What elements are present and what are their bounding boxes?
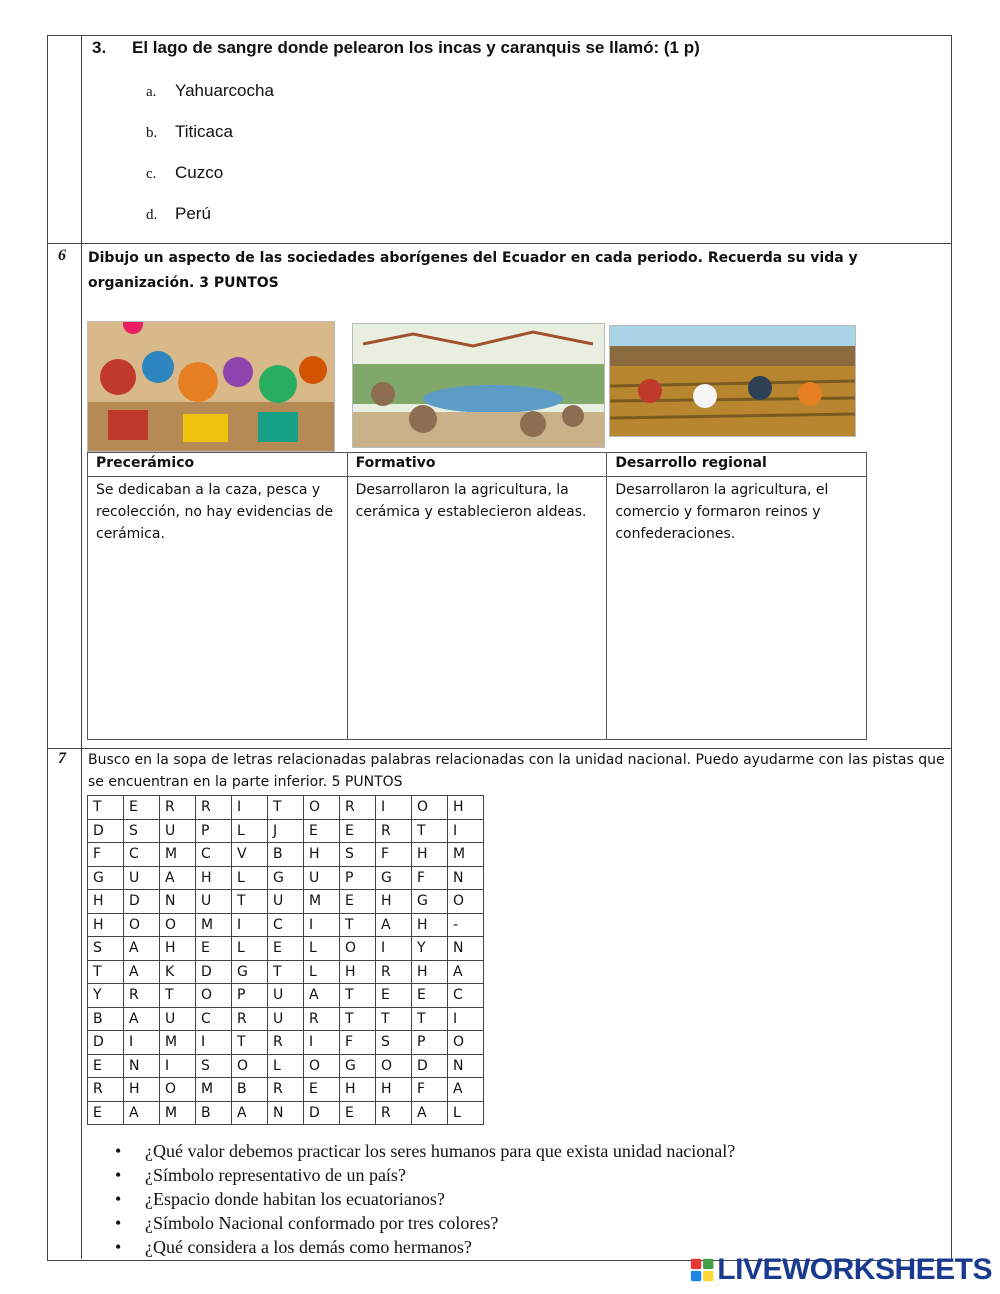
grid-cell[interactable]: M [304, 890, 340, 914]
grid-cell[interactable]: G [232, 960, 268, 984]
bullet-icon: • [115, 1141, 122, 1161]
bullet-icon: • [115, 1213, 122, 1233]
grid-cell[interactable]: H [88, 913, 124, 937]
grid-cell[interactable]: O [196, 984, 232, 1008]
grid-cell[interactable]: I [124, 1031, 160, 1055]
option-letter: d. [146, 207, 158, 223]
option-text: Perú [175, 204, 211, 223]
bullet-icon: • [115, 1165, 122, 1185]
grid-row [88, 984, 484, 1008]
grid-cell[interactable]: D [124, 890, 160, 914]
grid-cell[interactable]: H [412, 960, 448, 984]
grid-cell[interactable]: H [340, 960, 376, 984]
grid-cell[interactable]: I [232, 796, 268, 820]
grid-cell[interactable]: F [412, 1078, 448, 1102]
grid-cell[interactable]: R [268, 1078, 304, 1102]
grid-cell[interactable]: T [340, 913, 376, 937]
grid-cell[interactable]: I [448, 1007, 484, 1031]
grid-cell[interactable]: N [268, 1101, 304, 1125]
grid-cell[interactable]: A [124, 1101, 160, 1125]
grid-cell[interactable]: E [340, 1101, 376, 1125]
grid-cell[interactable]: E [376, 984, 412, 1008]
header-preceramico: Precerámico [88, 453, 348, 477]
grid-cell[interactable]: M [196, 913, 232, 937]
grid-cell[interactable]: M [160, 843, 196, 867]
grid-cell[interactable]: P [412, 1031, 448, 1055]
grid-cell[interactable]: H [448, 796, 484, 820]
grid-cell[interactable]: T [340, 1007, 376, 1031]
grid-cell[interactable]: I [232, 913, 268, 937]
grid-cell[interactable]: A [124, 1007, 160, 1031]
grid-cell[interactable]: C [124, 843, 160, 867]
grid-row [88, 1054, 484, 1078]
answer-formativo[interactable]: Desarrollaron la agricultura, la cerámica y establecieron aldeas. [347, 477, 607, 740]
grid-cell[interactable]: A [160, 866, 196, 890]
grid-row [88, 1031, 484, 1055]
grid-cell[interactable]: R [196, 796, 232, 820]
grid-cell[interactable]: G [340, 1054, 376, 1078]
option-c[interactable] [146, 163, 223, 183]
grid-cell[interactable]: A [124, 937, 160, 961]
grid-cell[interactable]: L [232, 819, 268, 843]
grid-cell[interactable]: H [88, 890, 124, 914]
grid-cell[interactable]: B [88, 1007, 124, 1031]
clue-item [115, 1235, 735, 1259]
grid-row [88, 890, 484, 914]
grid-cell[interactable]: D [304, 1101, 340, 1125]
grid-cell[interactable]: I [304, 1031, 340, 1055]
grid-cell[interactable]: H [304, 843, 340, 867]
grid-cell[interactable]: O [160, 1078, 196, 1102]
grid-cell[interactable]: J [268, 819, 304, 843]
grid-cell[interactable]: U [196, 890, 232, 914]
grid-row [88, 819, 484, 843]
grid-cell[interactable]: H [376, 890, 412, 914]
grid-cell[interactable]: M [448, 843, 484, 867]
grid-cell[interactable]: O [160, 913, 196, 937]
grid-cell[interactable]: H [376, 1078, 412, 1102]
grid-cell[interactable]: T [88, 796, 124, 820]
question-3-number: 3. [92, 38, 107, 57]
question-3-text: El lago de sangre donde pelearon los incas y caranquis se llamó: (1 p) [132, 38, 700, 57]
grid-cell[interactable]: U [160, 819, 196, 843]
grid-cell[interactable]: H [196, 866, 232, 890]
grid-cell[interactable]: R [268, 1031, 304, 1055]
grid-cell[interactable]: - [448, 913, 484, 937]
option-letter: c. [146, 166, 157, 182]
grid-cell[interactable]: C [268, 913, 304, 937]
bullet-icon: • [115, 1189, 122, 1209]
grid-cell[interactable]: E [412, 984, 448, 1008]
grid-cell[interactable]: P [196, 819, 232, 843]
grid-cell[interactable]: R [160, 796, 196, 820]
grid-cell[interactable]: O [304, 1054, 340, 1078]
grid-cell[interactable]: H [412, 913, 448, 937]
question-7-number: 7 [58, 750, 66, 767]
grid-cell[interactable]: R [376, 819, 412, 843]
grid-cell[interactable]: K [160, 960, 196, 984]
row-divider-1 [47, 243, 951, 244]
grid-cell[interactable]: E [340, 890, 376, 914]
grid-cell[interactable]: R [88, 1078, 124, 1102]
logo-blocks-icon [690, 1256, 714, 1284]
grid-cell[interactable]: Y [412, 937, 448, 961]
grid-cell[interactable]: B [232, 1078, 268, 1102]
grid-cell[interactable]: E [88, 1101, 124, 1125]
grid-cell[interactable]: C [448, 984, 484, 1008]
market-scene-image [87, 321, 335, 452]
periods-table [87, 452, 867, 740]
clue-text: ¿Símbolo Nacional conformado por tres colores? [145, 1213, 499, 1233]
grid-cell[interactable]: N [448, 937, 484, 961]
grid-cell[interactable]: S [124, 819, 160, 843]
grid-cell[interactable]: E [196, 937, 232, 961]
header-desarrollo-regional: Desarrollo regional [607, 453, 867, 477]
grid-cell[interactable]: I [304, 913, 340, 937]
grid-cell[interactable]: D [88, 1031, 124, 1055]
grid-cell[interactable]: E [304, 819, 340, 843]
grid-cell[interactable]: H [340, 1078, 376, 1102]
grid-cell[interactable]: C [196, 1007, 232, 1031]
grid-cell[interactable]: O [232, 1054, 268, 1078]
grid-cell[interactable]: Y [88, 984, 124, 1008]
grid-cell[interactable]: S [340, 843, 376, 867]
option-a[interactable] [146, 81, 274, 101]
grid-cell[interactable]: N [448, 1054, 484, 1078]
question-3-title [92, 38, 700, 58]
number-column-divider [81, 35, 82, 1259]
clue-item [115, 1187, 735, 1211]
grid-cell[interactable]: M [160, 1101, 196, 1125]
option-b[interactable] [146, 122, 233, 142]
clue-item [115, 1139, 735, 1163]
question-6-text: Dibujo un aspecto de las sociedades aborígenes del Ecuador en cada periodo. Recuerda su vida y organización. 3 PUNTOS [88, 250, 858, 291]
grid-cell[interactable]: T [412, 819, 448, 843]
grid-cell[interactable]: M [196, 1078, 232, 1102]
grid-cell[interactable]: O [448, 890, 484, 914]
option-d[interactable] [146, 204, 211, 224]
clue-item [115, 1211, 735, 1235]
grid-cell[interactable]: I [376, 937, 412, 961]
grid-cell[interactable]: L [448, 1101, 484, 1125]
grid-cell[interactable]: N [448, 866, 484, 890]
grid-cell[interactable]: G [376, 866, 412, 890]
grid-cell[interactable]: I [196, 1031, 232, 1055]
grid-cell[interactable]: T [232, 890, 268, 914]
option-text: Yahuarcocha [175, 81, 274, 100]
grid-cell[interactable]: E [88, 1054, 124, 1078]
grid-cell[interactable]: D [412, 1054, 448, 1078]
grid-cell[interactable]: T [88, 960, 124, 984]
grid-cell[interactable]: A [304, 984, 340, 1008]
grid-cell[interactable]: V [232, 843, 268, 867]
grid-row [88, 1101, 484, 1125]
grid-cell[interactable]: F [412, 866, 448, 890]
grid-row [88, 913, 484, 937]
grid-cell[interactable]: O [412, 796, 448, 820]
question-7-text: Busco en la sopa de letras relacionadas palabras relacionadas con la unidad nacional. Puedo ayudarme con las pistas que se encuentran en la parte inferior. 5 PUNTOS [88, 752, 945, 790]
grid-cell[interactable]: L [304, 937, 340, 961]
grid-cell[interactable]: O [448, 1031, 484, 1055]
grid-cell[interactable]: I [160, 1054, 196, 1078]
grid-row [88, 960, 484, 984]
grid-row [88, 843, 484, 867]
grid-cell[interactable]: U [124, 866, 160, 890]
grid-cell[interactable]: R [124, 984, 160, 1008]
option-letter: b. [146, 125, 158, 141]
clue-text: ¿Qué valor debemos practicar los seres humanos para que exista unidad nacional? [145, 1141, 736, 1161]
option-text: Cuzco [175, 163, 224, 182]
grid-cell[interactable]: T [376, 1007, 412, 1031]
header-formativo: Formativo [347, 453, 607, 477]
grid-cell[interactable]: O [376, 1054, 412, 1078]
grid-cell[interactable]: U [268, 984, 304, 1008]
answer-preceramico[interactable]: Se dedicaban a la caza, pesca y recolección, no hay evidencias de cerámica. [88, 477, 348, 740]
grid-cell[interactable]: P [340, 866, 376, 890]
grid-cell[interactable]: T [160, 984, 196, 1008]
clue-text: ¿Espacio donde habitan los ecuatorianos? [145, 1189, 445, 1209]
bullet-icon: • [115, 1237, 122, 1257]
grid-row [88, 1007, 484, 1031]
grid-cell[interactable]: L [268, 1054, 304, 1078]
grid-cell[interactable]: H [124, 1078, 160, 1102]
grid-cell[interactable]: S [196, 1054, 232, 1078]
grid-cell[interactable]: C [196, 843, 232, 867]
clue-text: ¿Qué considera a los demás como hermanos? [145, 1237, 472, 1257]
question-6-number: 6 [58, 247, 66, 264]
clue-item [115, 1163, 735, 1187]
grid-cell[interactable]: D [196, 960, 232, 984]
logo-text: LIVEWORKSHEETS [717, 1253, 992, 1286]
agriculture-scene-image [609, 325, 856, 437]
grid-cell[interactable]: T [412, 1007, 448, 1031]
grid-cell[interactable]: R [376, 1101, 412, 1125]
grid-cell[interactable]: L [232, 937, 268, 961]
grid-cell[interactable]: R [376, 960, 412, 984]
grid-row [88, 796, 484, 820]
grid-cell[interactable]: E [268, 937, 304, 961]
grid-cell[interactable]: T [268, 796, 304, 820]
grid-cell[interactable]: F [376, 843, 412, 867]
grid-cell[interactable]: H [160, 937, 196, 961]
grid-cell[interactable]: T [232, 1031, 268, 1055]
grid-cell[interactable]: R [340, 796, 376, 820]
grid-cell[interactable]: A [376, 913, 412, 937]
grid-cell[interactable]: B [196, 1101, 232, 1125]
grid-cell[interactable]: M [160, 1031, 196, 1055]
grid-cell[interactable]: E [304, 1078, 340, 1102]
grid-cell[interactable]: U [304, 866, 340, 890]
grid-cell[interactable]: O [304, 796, 340, 820]
grid-cell[interactable]: F [340, 1031, 376, 1055]
grid-row [88, 866, 484, 890]
grid-cell[interactable]: A [412, 1101, 448, 1125]
grid-cell[interactable]: I [448, 819, 484, 843]
grid-cell[interactable]: O [124, 913, 160, 937]
word-search-grid[interactable] [87, 795, 484, 1125]
grid-cell[interactable]: R [232, 1007, 268, 1031]
grid-cell[interactable]: U [268, 1007, 304, 1031]
grid-cell[interactable]: U [268, 890, 304, 914]
grid-cell[interactable]: I [376, 796, 412, 820]
grid-cell[interactable]: N [124, 1054, 160, 1078]
grid-cell[interactable]: N [160, 890, 196, 914]
grid-cell[interactable]: U [160, 1007, 196, 1031]
grid-cell[interactable]: A [448, 1078, 484, 1102]
grid-cell[interactable]: D [88, 819, 124, 843]
grid-cell[interactable]: L [232, 866, 268, 890]
grid-cell[interactable]: T [268, 960, 304, 984]
grid-cell[interactable]: E [340, 819, 376, 843]
grid-row [88, 937, 484, 961]
grid-cell[interactable]: O [340, 937, 376, 961]
grid-cell[interactable]: R [304, 1007, 340, 1031]
grid-row [88, 1078, 484, 1102]
grid-cell[interactable]: F [88, 843, 124, 867]
grid-cell[interactable]: B [268, 843, 304, 867]
grid-cell[interactable]: S [376, 1031, 412, 1055]
clue-list [115, 1139, 735, 1259]
grid-cell[interactable]: G [268, 866, 304, 890]
grid-cell[interactable]: E [124, 796, 160, 820]
clue-text: ¿Símbolo representativo de un país? [145, 1165, 406, 1185]
grid-cell[interactable]: L [304, 960, 340, 984]
liveworksheets-logo[interactable] [690, 1253, 992, 1287]
grid-cell[interactable]: P [232, 984, 268, 1008]
grid-cell[interactable]: A [232, 1101, 268, 1125]
hunting-scene-image [352, 323, 605, 448]
grid-cell[interactable]: G [88, 866, 124, 890]
grid-cell[interactable]: H [412, 843, 448, 867]
option-text: Titicaca [175, 122, 233, 141]
option-letter: a. [146, 84, 157, 100]
grid-cell[interactable]: A [448, 960, 484, 984]
grid-cell[interactable]: S [88, 937, 124, 961]
answer-desarrollo-regional[interactable]: Desarrollaron la agricultura, el comercio y formaron reinos y confederaciones. [607, 477, 867, 740]
grid-cell[interactable]: G [412, 890, 448, 914]
grid-cell[interactable]: A [124, 960, 160, 984]
grid-cell[interactable]: T [340, 984, 376, 1008]
